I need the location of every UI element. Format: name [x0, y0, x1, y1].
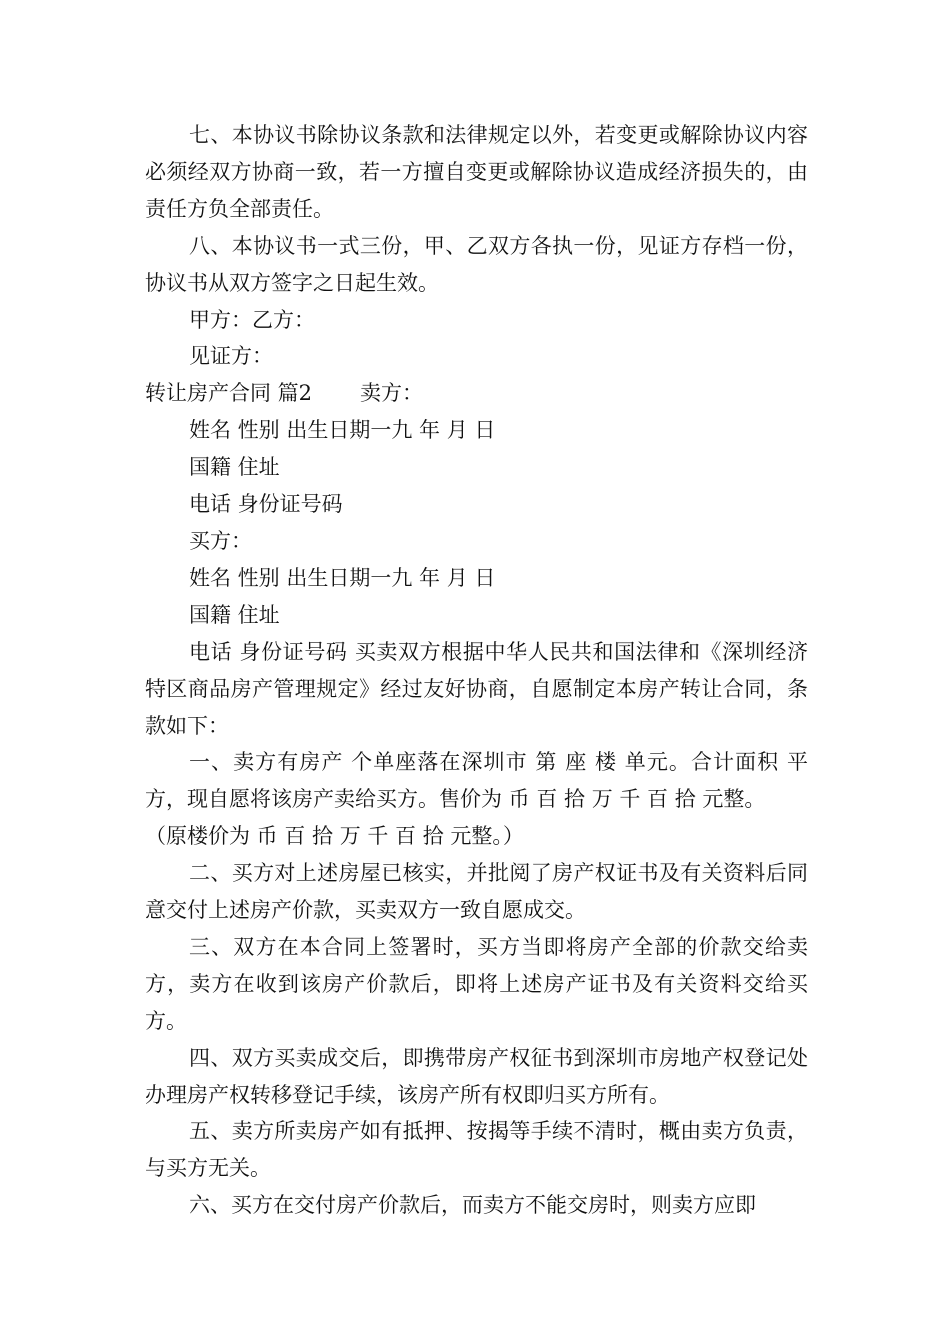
buyer-address-line: 国籍 住址: [189, 602, 280, 627]
clause-one-original-price: （原楼价为 币 百 拾 万 千 百 拾 元整。）: [145, 824, 524, 849]
clause-five: 五、卖方所卖房产如有抵押、按揭等手续不清时，概由卖方负责，与买方无关。: [145, 1119, 808, 1181]
buyer-phone-and-preamble: 电话 身份证号码 买卖双方根据中华人民共和国法律和《深圳经济特区商品房产管理规定》经过友好协商，自愿制定本房产转让合同，条款如下：: [145, 639, 808, 738]
signature-parties: 甲方：乙方：: [189, 307, 315, 332]
seller-phone-line: 电话 身份证号码: [189, 492, 343, 517]
document-body: [145, 117, 808, 1224]
seller-label: 卖方：: [360, 381, 424, 406]
clause-one: 一、卖方有房产 个单座落在深圳市 第 座 楼 单元。合计面积 平方，现自愿将该房产卖给买方。售价为 币 百 拾 万 千 百 拾 元整。: [145, 750, 808, 812]
clause-two: 二、买方对上述房屋已核实，并批阅了房产权证书及有关资料后同意交付上述房产价款，买卖双方一致自愿成交。: [145, 861, 808, 923]
section-heading: [145, 375, 808, 412]
clause-four: 四、双方买卖成交后，即携带房产权征书到深圳市房地产权登记处办理房产权转移登记手续，该房产所有权即归买方所有。: [145, 1045, 808, 1107]
buyer-name-line: 姓名 性别 出生日期一九 年 月 日: [189, 565, 496, 590]
buyer-label: 买方：: [189, 528, 252, 553]
section-title: 转让房产合同 篇2: [145, 381, 313, 406]
clause-eight: 八、本协议书一式三份，甲、乙双方各执一份，见证方存档一份，协议书从双方签字之日起生效。: [145, 233, 808, 295]
clause-six: 六、买方在交付房产价款后，而卖方不能交房时，则卖方应即: [189, 1193, 756, 1218]
clause-seven: 七、本协议书除协议条款和法律规定以外，若变更或解除协议内容必须经双方协商一致，若一方擅自变更或解除协议造成经济损失的，由责任方负全部责任。: [145, 123, 808, 221]
signature-witness: 见证方：: [189, 344, 273, 369]
clause-three: 三、双方在本合同上签署时，买方当即将房产全部的价款交给卖方，卖方在收到该房产价款后，即将上述房产证书及有关资料交给买方。: [145, 934, 808, 1033]
seller-address-line: 国籍 住址: [189, 455, 280, 480]
seller-name-line: 姓名 性别 出生日期一九 年 月 日: [189, 418, 496, 443]
